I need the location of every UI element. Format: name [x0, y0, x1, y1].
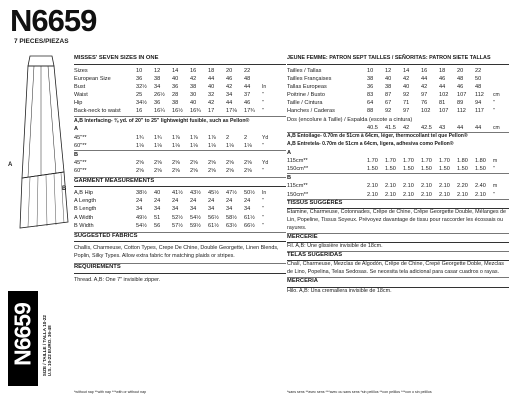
row-value: 52½: [172, 214, 183, 221]
row-value: 112: [475, 92, 484, 99]
row-value: 43: [439, 124, 446, 131]
row-unit: In: [262, 190, 267, 197]
row-value: 34: [226, 206, 233, 213]
row-value: 59½: [190, 222, 201, 229]
requirements-header: REQUIREMENTS: [74, 263, 286, 274]
row-value: 48: [457, 75, 464, 82]
row-value: 83: [367, 92, 374, 99]
row-value: 2: [244, 134, 248, 141]
row-label: Sizes: [74, 67, 88, 74]
row-value: 2⅝: [136, 168, 144, 175]
row-label: 45"**: [74, 134, 87, 141]
row-value: 1⅛: [172, 142, 180, 149]
row-unit: ": [262, 198, 264, 205]
pieces-count: 7 PIECES/PIEZAS: [14, 38, 69, 45]
view-a-heading: A: [74, 126, 79, 133]
row-value: 43½: [190, 190, 201, 197]
row-value: 2.10: [421, 191, 432, 198]
row-value: 92: [385, 108, 392, 115]
row-value: 2.20: [457, 183, 468, 190]
row-value: 42: [226, 83, 233, 90]
row-unit: ": [262, 214, 264, 221]
row-value: 2⅝: [226, 168, 234, 175]
row-value: 2⅝: [190, 160, 198, 167]
row-value: 34: [208, 206, 215, 213]
row-value: 2.10: [385, 191, 396, 198]
view-b-label: B: [62, 186, 67, 192]
row-value: 1⅛: [226, 142, 234, 149]
row-value: 36: [172, 83, 179, 90]
row-value: 26½: [154, 92, 165, 99]
row-value: 18: [208, 67, 215, 74]
row-value: 34½: [136, 100, 147, 107]
row-value: 24: [136, 198, 143, 205]
row-b-45: [74, 159, 286, 167]
french-spanish-column: [287, 55, 509, 295]
row-value: 50½: [244, 190, 255, 197]
row-value: 2⅝: [226, 160, 234, 167]
row-value: 1.70: [421, 157, 432, 164]
row-value: 17: [208, 108, 215, 115]
row-label: Tailles Françaises: [287, 75, 332, 82]
row-value: 2.10: [367, 191, 378, 198]
row-unit: ": [493, 108, 495, 115]
row-value: 2⅝: [154, 160, 162, 167]
row-value: 41.5: [385, 124, 396, 131]
row-value: 12: [154, 67, 161, 74]
row-value: 24: [226, 198, 233, 205]
row-value: 38: [367, 75, 374, 82]
row-back-neck: [74, 107, 286, 115]
row-label: 60"**: [74, 142, 87, 149]
fabrics-header: SUGGESTED FABRICS: [74, 232, 286, 243]
row-value: 36: [136, 75, 143, 82]
row-value: 41½: [172, 190, 183, 197]
mercerie-header: MERCERIE: [287, 233, 509, 244]
row-value: 32: [208, 92, 215, 99]
row-label: 115cm**: [287, 183, 308, 190]
row-value: 58½: [226, 214, 237, 221]
row-value: 2⅝: [208, 168, 216, 175]
row-value: 89: [457, 100, 464, 107]
row-value: 94: [475, 100, 482, 107]
row-value: 46: [439, 75, 446, 82]
row-tailles: [287, 67, 509, 75]
row-b-115: [287, 182, 509, 190]
row-value: 2: [226, 134, 230, 141]
row-value: 1.50: [403, 165, 414, 172]
side-size-range: 10-22: [41, 315, 47, 327]
row-value: 2⅝: [172, 160, 180, 167]
row-value: 49½: [136, 214, 147, 221]
requirements-text: Thread. A,B: One 7" invisible zipper.: [74, 276, 161, 283]
row-value: 1.50: [367, 165, 378, 172]
row-value: 34: [190, 206, 197, 213]
row-label: B Width: [74, 222, 94, 229]
row-value: 48: [475, 83, 482, 90]
row-label: Bust: [74, 83, 86, 90]
row-label: Waist: [74, 92, 88, 99]
row-label: A Width: [74, 214, 94, 221]
row-value: 32½: [136, 83, 147, 90]
row-value: 2⅝: [244, 160, 252, 167]
row-unit: m: [493, 157, 498, 164]
row-taille-cintura: [287, 99, 509, 107]
row-unit: Yd: [262, 160, 269, 167]
row-value: 40: [403, 83, 410, 90]
mercerie-text: Fil. A,B: Une glissière invisible de 18cm.: [287, 243, 383, 250]
row-value: 40: [385, 75, 392, 82]
row-unit: Yd: [262, 134, 269, 141]
row-value: 16¾: [190, 108, 201, 115]
row-value: 102: [439, 92, 449, 99]
row-value: 44: [457, 124, 464, 131]
row-unit: ": [493, 100, 495, 107]
row-value: 10: [136, 67, 143, 74]
row-value: 14: [172, 67, 179, 74]
row-value: 20: [457, 67, 464, 74]
row-value: 40: [154, 190, 161, 197]
row-value: 24: [154, 198, 161, 205]
row-value: 1.80: [457, 157, 468, 164]
row-label: 115cm**: [287, 157, 308, 164]
row-unit: ": [493, 191, 495, 198]
row-value: 1.50: [439, 165, 450, 172]
garment-header: GARMENT MEASUREMENTS: [74, 177, 286, 188]
row-hip: [74, 99, 286, 107]
row-value: 54½: [190, 214, 201, 221]
row-label: 150cm**: [287, 191, 309, 198]
row-value: 2⅝: [190, 168, 198, 175]
row-value: 1⅛: [190, 142, 198, 149]
row-b-60: [74, 167, 286, 175]
side-euro-sizes: 36-48: [47, 325, 52, 338]
side-size-label: SIZE / TAILLE / TALLA: [41, 328, 47, 377]
entoilage-note: A,B Entoilage- 0.70m de 51cm à 64cm, léger, thermocollant tel que Pellon®: [287, 132, 509, 141]
row-value: 1.80: [475, 157, 486, 164]
row-value: 36: [154, 100, 161, 107]
row-value: 2.40: [475, 183, 486, 190]
tissus-text: Étamine, Charmeuse, Cotonnades, Crêpe de Chine, Crêpe Georgette Double, Mélanges de Lin, Popeline, Tissus Soyeux. Prévoyez davantage de tissu pour raccorder les écossais ou rayures.: [287, 209, 507, 231]
row-label: 45"**: [74, 160, 87, 167]
row-value: 1¾: [154, 134, 162, 141]
row-unit: ": [262, 108, 264, 115]
row-value: 1.50: [475, 165, 486, 172]
row-value: 38: [172, 100, 179, 107]
row-value: 34: [244, 206, 251, 213]
row-value: 38: [385, 83, 392, 90]
row-unit: ": [262, 100, 264, 107]
side-euro-label: EURO.: [47, 338, 52, 353]
row-value: 102: [421, 108, 431, 115]
row-value: 1.70: [439, 157, 450, 164]
row-value: 24: [190, 198, 197, 205]
row-value: 2.10: [403, 191, 414, 198]
row-value: 1⅛: [136, 142, 144, 149]
row-value: 51: [154, 214, 161, 221]
row-a-115: [287, 157, 509, 165]
tissus-header: TISSUS SUGGÉRÉS: [287, 199, 509, 210]
row-value: 38: [154, 75, 161, 82]
row-value: 97: [421, 92, 428, 99]
row-value: 2.10: [457, 191, 468, 198]
row-value: 67: [385, 100, 392, 107]
row-value: 48: [244, 75, 251, 82]
row-label: Taille / Cintura: [287, 100, 323, 107]
side-label-box: [8, 291, 38, 386]
row-unit: ": [262, 206, 264, 213]
view-b-heading: B: [74, 150, 286, 159]
english-column: [74, 55, 286, 284]
row-value: 57½: [172, 222, 183, 229]
row-tailles-francaises: [287, 75, 509, 83]
row-value: 16: [136, 108, 143, 115]
row-value: 17¾: [244, 108, 255, 115]
row-label: European Size: [74, 75, 111, 82]
row-value: 40.5: [367, 124, 378, 131]
right-view-b-heading: B: [287, 173, 509, 182]
row-label: Hip: [74, 100, 83, 107]
row-value: 2.10: [385, 183, 396, 190]
telas-text: Chalí, Charmeuse, Mezclas de Algodón, Crêpe de Chine, Crepé Georgette Doble, Mezclas de Lino, Popelina, Telas Sedosas. Se necesita tela adicional para casar cuadros o rayas.: [287, 261, 504, 276]
row-label: Poitrine / Busto: [287, 92, 325, 99]
row-value: 10: [367, 67, 374, 74]
row-a-150: [287, 165, 509, 173]
fabrics-text: Challis, Charmeuse, Cotton Types, Crepe De Chine, Double Georgette, Linen Blends, Poplin, Silky Types. Allow extra fabric for matching plaids or stripes.: [74, 245, 279, 260]
row-unit: cm: [493, 124, 500, 131]
row-value: 34: [172, 206, 179, 213]
entretela-note: A,B Entretela- 0.70m de 51cm a 64cm, ligera, adhesiva como Pellon®: [287, 140, 454, 147]
row-label: A,B Hip: [74, 190, 93, 197]
row-value: 54½: [136, 222, 147, 229]
row-dos: [287, 124, 509, 132]
row-value: 46: [226, 75, 233, 82]
row-value: 42.5: [421, 124, 432, 131]
row-value: 37: [244, 92, 251, 99]
row-value: 71: [403, 100, 410, 107]
row-bust: [74, 83, 286, 91]
row-value: 2.10: [421, 183, 432, 190]
row-value: 38½: [136, 190, 147, 197]
row-value: 40: [208, 83, 215, 90]
row-value: 76: [421, 100, 428, 107]
row-value: 107: [457, 92, 467, 99]
row-value: 1.70: [385, 157, 396, 164]
row-value: 25: [136, 92, 143, 99]
row-value: 2⅝: [136, 160, 144, 167]
row-value: 1.50: [457, 165, 468, 172]
row-hanches: [287, 107, 509, 115]
row-value: 38: [190, 83, 197, 90]
row-value: 40: [190, 100, 197, 107]
row-value: 46: [457, 83, 464, 90]
row-a-width: [74, 214, 286, 222]
row-unit: ": [493, 165, 495, 172]
row-value: 1⅛: [244, 142, 252, 149]
row-value: 2⅝: [208, 160, 216, 167]
side-pattern-number: N6659: [9, 303, 36, 366]
row-value: 1⅛: [208, 142, 216, 149]
row-value: 2.10: [367, 183, 378, 190]
row-b-width: [74, 222, 286, 230]
french-spanish-footnote: *sans sens **avec sens ***avec ou sans sens *sin pelillos **con pelillos ***con o sin pelillos: [287, 390, 432, 394]
row-value: 44: [244, 83, 251, 90]
telas-header: TELAS SUGERIDAS: [287, 251, 509, 262]
row-value: 34: [154, 206, 161, 213]
row-value: 22: [244, 67, 251, 74]
row-value: 1¾: [136, 134, 144, 141]
row-value: 61½: [208, 222, 219, 229]
side-us-sizes: 10-22: [47, 354, 52, 366]
row-value: 2.10: [439, 183, 450, 190]
row-waist: [74, 91, 286, 99]
row-value: 22: [475, 67, 482, 74]
english-footnote: *without nap **with nap ***with or without nap: [74, 390, 147, 394]
row-value: 24: [172, 198, 179, 205]
row-value: 18: [439, 67, 446, 74]
row-poitrine: [287, 91, 509, 99]
row-value: 42: [421, 83, 428, 90]
row-value: 2.10: [403, 183, 414, 190]
row-value: 20: [226, 67, 233, 74]
row-value: 2.10: [439, 191, 450, 198]
row-label: Tallas Europeas: [287, 83, 327, 90]
row-sizes: [74, 67, 286, 75]
row-a-45: [74, 134, 286, 142]
row-unit: ": [262, 168, 264, 175]
row-value: 42: [208, 100, 215, 107]
row-value: 1.50: [421, 165, 432, 172]
row-value: 117: [475, 108, 484, 115]
row-value: 16: [421, 67, 428, 74]
row-value: 97: [403, 108, 410, 115]
row-label: Hanches / Caderas: [287, 108, 335, 115]
row-value: 2⅝: [172, 168, 180, 175]
row-value: 44: [421, 75, 428, 82]
row-value: 56½: [208, 214, 219, 221]
row-value: 1.70: [403, 157, 414, 164]
row-unit: ": [262, 92, 264, 99]
row-value: 63½: [226, 222, 237, 229]
french-spanish-header: JEUNE FEMME: PATRON SEPT TAILLES / SEÑORITAS: PATRON SIETE TALLAS: [287, 55, 509, 65]
row-value: 34: [136, 206, 143, 213]
merceria-text: Hilo. A,B: Una cremallera invisible de 18cm.: [287, 287, 392, 294]
row-label: Tailles / Tallas: [287, 67, 322, 74]
row-value: 50: [475, 75, 482, 82]
row-value: 1.70: [367, 157, 378, 164]
row-value: 28: [172, 92, 179, 99]
row-label: 60"**: [74, 168, 87, 175]
row-label: A Length: [74, 198, 97, 205]
row-value: 45½: [208, 190, 219, 197]
row-value: 24: [244, 198, 251, 205]
row-value: 1⅛: [154, 142, 162, 149]
row-label: Back-neck to waist: [74, 108, 121, 115]
row-unit: m: [493, 183, 498, 190]
row-a-60: [74, 142, 286, 150]
row-value: 40: [172, 75, 179, 82]
side-size-info: [39, 291, 53, 386]
row-unit: In: [262, 83, 267, 90]
row-value: 36: [367, 83, 374, 90]
row-value: 1.50: [385, 165, 396, 172]
pattern-number: N6659: [10, 3, 97, 38]
row-value: 61½: [244, 214, 255, 221]
row-value: 66½: [244, 222, 255, 229]
row-value: 47½: [226, 190, 237, 197]
row-value: 34: [226, 92, 233, 99]
row-value: 14: [403, 67, 410, 74]
row-value: 87: [385, 92, 392, 99]
row-value: 44: [439, 83, 446, 90]
row-value: 46: [244, 100, 251, 107]
side-us-label: U.S.: [47, 367, 52, 377]
row-value: 92: [403, 92, 410, 99]
row-value: 34: [154, 83, 161, 90]
row-value: 1⅞: [190, 134, 198, 141]
row-value: 17⅛: [226, 108, 237, 115]
row-value: 107: [439, 108, 449, 115]
row-label: B Length: [74, 206, 97, 213]
skirt-illustration: [18, 52, 78, 252]
row-value: 24: [208, 198, 215, 205]
row-value: 30: [190, 92, 197, 99]
row-b-150: [287, 191, 509, 199]
row-value: 112: [457, 108, 466, 115]
row-label: 150cm**: [287, 165, 309, 172]
row-value: 42: [403, 124, 410, 131]
row-unit: ": [262, 222, 264, 229]
row-value: 2.10: [475, 191, 486, 198]
row-value: 2⅝: [244, 168, 252, 175]
interfacing-note: A,B Interfacing- ⅜ yd. of 20" to 25" lightweight fusible, such as Pellon®: [74, 116, 286, 126]
row-value: 42: [190, 75, 197, 82]
row-garment-hip: [74, 189, 286, 197]
row-value: 44: [475, 124, 482, 131]
view-a-label: A: [8, 162, 13, 168]
row-value: 64: [367, 100, 374, 107]
row-dos-label: Dos (encolure à Taille) / Espalda (escote a cintura): [287, 116, 413, 123]
row-value: 42: [403, 75, 410, 82]
row-b-length: [74, 205, 286, 213]
row-value: 1⅞: [172, 134, 180, 141]
row-unit: ": [262, 142, 264, 149]
row-unit: cm: [493, 92, 500, 99]
row-tallas-europeas: [287, 83, 509, 91]
right-view-a-heading: A: [287, 149, 292, 156]
row-value: 44: [226, 100, 233, 107]
row-value: 81: [439, 100, 446, 107]
row-value: 56: [154, 222, 161, 229]
english-header: MISSES' SEVEN SIZES IN ONE: [74, 55, 286, 65]
row-value: 16: [190, 67, 197, 74]
row-value: 16¼: [154, 108, 165, 115]
row-value: 44: [208, 75, 215, 82]
row-value: 1⅞: [208, 134, 216, 141]
row-value: 88: [367, 108, 374, 115]
row-european-size: [74, 75, 286, 83]
merceria-header: MERCERIA: [287, 277, 509, 288]
row-value: 2⅝: [154, 168, 162, 175]
row-value: 12: [385, 67, 392, 74]
row-value: 16½: [172, 108, 183, 115]
row-a-length: [74, 197, 286, 205]
